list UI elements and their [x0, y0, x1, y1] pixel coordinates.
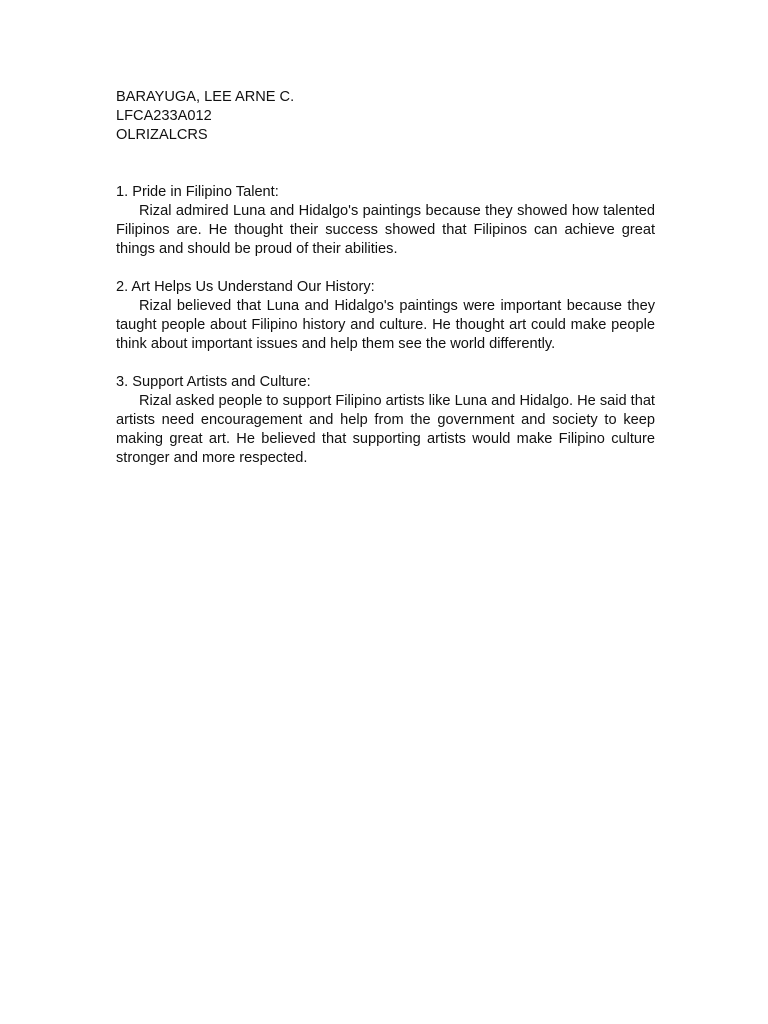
course-code: OLRIZALCRS — [116, 127, 208, 143]
section-heading: 3. Support Artists and Culture: — [116, 374, 311, 390]
student-name: BARAYUGA, LEE ARNE C. — [116, 89, 295, 105]
header-spacer — [116, 145, 655, 183]
section-body: Rizal asked people to support Filipino artists like Luna and Hidalgo. He said that artists need encouragement and help from the government and society to keep making great art. He believed that supporting artists would make Filipino culture stronger and more respected. — [116, 393, 655, 466]
document-content — [116, 88, 655, 487]
section-heading: 2. Art Helps Us Understand Our History: — [116, 279, 375, 295]
section-body: Rizal admired Luna and Hidalgo's paintings because they showed how talented Filipinos are. He thought their success showed that Filipinos can achieve great things and should be proud of their abilities. — [116, 203, 655, 257]
section-heading: 1. Pride in Filipino Talent: — [116, 184, 279, 200]
section-art-helps-understand-history — [116, 278, 655, 354]
student-id: LFCA233A012 — [116, 108, 212, 124]
section-support-artists-and-culture — [116, 373, 655, 468]
header-block — [116, 88, 655, 145]
section-body: Rizal believed that Luna and Hidalgo's paintings were important because they taught people about Filipino history and culture. He thought art could make people think about important issues and help them see the world differently. — [116, 298, 655, 352]
section-pride-in-filipino-talent — [116, 183, 655, 259]
